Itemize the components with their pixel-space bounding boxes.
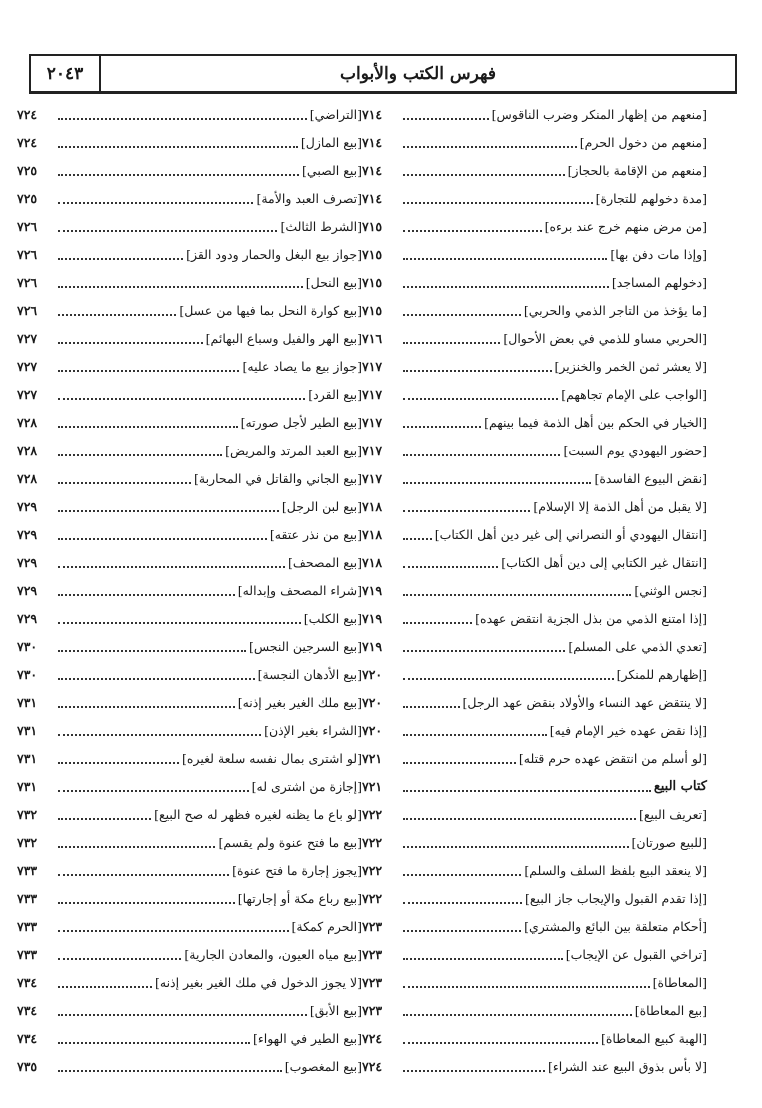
dot-leader	[58, 622, 301, 624]
index-entry	[17, 380, 362, 408]
entry-page-number: ٧٢٣	[362, 918, 383, 934]
index-entry	[17, 856, 362, 884]
entry-page-number: ٧٣٢	[17, 834, 38, 850]
index-entry	[17, 520, 362, 548]
dot-leader	[58, 510, 279, 512]
dot-leader	[403, 818, 636, 820]
index-entry	[362, 380, 707, 408]
entry-page-number: ٧١٤	[362, 190, 383, 206]
index-entry	[17, 492, 362, 520]
entry-title: [جواز بيع البغل والحمار ودود القز]	[186, 246, 362, 262]
index-entry	[17, 1024, 362, 1052]
entry-page-number: ٧٣١	[17, 750, 38, 766]
entry-page-number: ٧٢٢	[362, 806, 383, 822]
index-entry	[17, 548, 362, 576]
entry-title: [نجس الوثني]	[634, 582, 707, 598]
entry-page-number: ٧١٤	[362, 162, 383, 178]
dot-leader	[403, 1042, 598, 1044]
index-entry	[17, 996, 362, 1024]
index-entry	[362, 576, 707, 604]
entry-page-number: ٧١٤	[362, 134, 383, 150]
entry-title: [لو باع ما يظنه لغيره فظهر له صح البيع]	[154, 806, 362, 822]
index-entry	[362, 660, 707, 688]
entry-title: [الحرم كمكة]	[291, 918, 362, 934]
index-column-left	[17, 100, 362, 1080]
dot-leader	[403, 706, 460, 708]
entry-page-number: ٧١٧	[362, 358, 383, 374]
entry-title: [بيع الصبي]	[302, 162, 362, 178]
entry-page-number: ٧١٦	[362, 330, 383, 346]
dot-leader	[403, 342, 500, 344]
index-entry	[17, 604, 362, 632]
dot-leader	[403, 566, 498, 568]
entry-title: [بيع مياه العيون، والمعادن الجارية]	[184, 946, 362, 962]
dot-leader	[58, 1070, 282, 1072]
entry-page-number: ٧١٤	[362, 106, 383, 122]
dot-leader	[58, 398, 305, 400]
entry-title: [شراء المصحف وإبداله]	[237, 582, 362, 598]
index-entry	[362, 744, 707, 772]
entry-title: [يجوز إجارة ما فتح عنوة]	[232, 862, 362, 878]
dot-leader	[58, 818, 151, 820]
index-column-right	[362, 100, 707, 1080]
entry-page-number: ٧٢٢	[362, 834, 383, 850]
entry-page-number: ٧٢١	[362, 750, 383, 766]
entry-page-number: ٧٢٠	[362, 694, 383, 710]
dot-leader	[58, 790, 249, 792]
page-title: فهرس الكتب والأبواب	[340, 63, 496, 84]
entry-title: [جواز بيع ما يصاد عليه]	[242, 358, 362, 374]
dot-leader	[58, 1014, 307, 1016]
entry-page-number: ٧١٩	[362, 610, 383, 626]
dot-leader	[58, 146, 298, 148]
dot-leader	[403, 286, 609, 288]
index-entry	[362, 856, 707, 884]
entry-page-number: ٧١٨	[362, 498, 383, 514]
dot-leader	[403, 258, 607, 260]
entry-page-number: ٧١٥	[362, 218, 383, 234]
entry-page-number: ٧٢٨	[17, 414, 38, 430]
dot-leader	[403, 398, 558, 400]
index-entry	[362, 632, 707, 660]
index-entry	[362, 128, 707, 156]
entry-page-number: ٧١٥	[362, 274, 383, 290]
index-entry	[362, 1052, 707, 1080]
entry-title: [بيع المصحف]	[288, 554, 362, 570]
entry-page-number: ٧٢٧	[17, 330, 38, 346]
index-entry	[17, 184, 362, 212]
dot-leader	[58, 538, 267, 540]
entry-page-number: ٧٢٣	[362, 1002, 383, 1018]
index-entry	[17, 212, 362, 240]
entry-page-number: ٧٣٣	[17, 890, 38, 906]
index-entry	[17, 296, 362, 324]
entry-page-number: ٧٢٩	[17, 498, 38, 514]
entry-title: [تصرف العبد والأمة]	[256, 190, 362, 206]
dot-leader	[58, 258, 183, 260]
entry-title: [بيع الأدهان النجسة]	[257, 666, 362, 682]
entry-page-number: ٧٢٩	[17, 554, 38, 570]
dot-leader	[58, 370, 239, 372]
index-entry	[362, 324, 707, 352]
entry-title: [لو اشترى بمال نفسه سلعة لغيره]	[182, 750, 362, 766]
entry-title: [بيع المازل]	[300, 134, 362, 150]
index-entry	[362, 996, 707, 1024]
dot-leader	[58, 118, 307, 120]
dot-leader	[58, 230, 277, 232]
entry-title: [الخيار في الحكم بين أهل الذمة فيما بينهم]	[484, 414, 707, 430]
dot-leader	[403, 986, 650, 988]
index-entry	[17, 408, 362, 436]
entry-page-number: ٧٢٠	[362, 666, 383, 682]
entry-title: [الواجب على الإمام تجاههم]	[561, 386, 707, 402]
entry-title: [لا ينتقض عهد النساء والأولاد بنقض عهد الرجل]	[462, 694, 707, 710]
dot-leader	[58, 958, 181, 960]
dot-leader	[403, 510, 530, 512]
dot-leader	[58, 594, 235, 596]
entry-title: [منعهم من إظهار المنكر وضرب الناقوس]	[491, 106, 707, 122]
entry-title: [بيع رباع مكة أو إجارتها]	[237, 890, 362, 906]
index-entry	[17, 940, 362, 968]
index-entry	[362, 716, 707, 744]
entry-title: [لا يعشر ثمن الخمر والخنزير]	[554, 358, 707, 374]
index-entry	[362, 156, 707, 184]
index-entry	[362, 296, 707, 324]
entry-title: [تعدي الذمي على المسلم]	[568, 638, 707, 654]
index-entry	[17, 632, 362, 660]
entry-title: [بيع السرجين النجس]	[248, 638, 362, 654]
entry-page-number: ٧٢٠	[362, 722, 383, 738]
entry-title: [من مرض منهم خرج عند برءه]	[544, 218, 707, 234]
index-entry	[362, 464, 707, 492]
dot-leader	[403, 790, 651, 792]
entry-title: [بيع الهر والفيل وسباع البهائم]	[205, 330, 362, 346]
index-entry	[362, 436, 707, 464]
entry-page-number: ٧٢٧	[17, 386, 38, 402]
entry-title: [للبيع صورتان]	[631, 834, 707, 850]
entry-title: [لا بأس بذوق البيع عند الشراء]	[547, 1058, 707, 1074]
dot-leader	[403, 874, 521, 876]
dot-leader	[403, 622, 472, 624]
entry-page-number: ٧١٧	[362, 414, 383, 430]
entry-title: [لا يجوز الدخول في ملك الغير بغير إذنه]	[155, 974, 362, 990]
entry-page-number: ٧٣٤	[17, 974, 38, 990]
index-entry	[17, 912, 362, 940]
entry-title: [بيع كوارة النحل بما فيها من عسل]	[179, 302, 362, 318]
dot-leader	[58, 930, 289, 932]
entry-title: [التراضي]	[309, 106, 362, 122]
index-entry	[17, 352, 362, 380]
entry-title: [انتقال غير الكتابي إلى دين أهل الكتاب]	[501, 554, 707, 570]
dot-leader	[58, 482, 191, 484]
entry-title: [حضور اليهودي يوم السبت]	[563, 442, 707, 458]
dot-leader	[58, 986, 152, 988]
entry-page-number: ٧٢٩	[17, 582, 38, 598]
index-entry	[362, 884, 707, 912]
index-entry	[17, 436, 362, 464]
index-entry	[17, 772, 362, 800]
entry-page-number: ٧٣١	[17, 722, 38, 738]
dot-leader	[403, 762, 516, 764]
entry-page-number: ٧٣١	[17, 694, 38, 710]
dot-leader	[58, 1042, 250, 1044]
entry-title: [تعريف البيع]	[638, 806, 707, 822]
entry-title: [الحربي مساو للذمي في بعض الأحوال]	[503, 330, 707, 346]
index-entry	[17, 884, 362, 912]
index-entry	[362, 912, 707, 940]
entry-page-number: ٧٢٦	[17, 302, 38, 318]
index-entry	[17, 100, 362, 128]
index-entry	[17, 324, 362, 352]
entry-page-number: ٧٢٣	[362, 974, 383, 990]
dot-leader	[58, 454, 222, 456]
entry-title: [إجازة من اشترى له]	[251, 778, 362, 794]
index-entry	[17, 660, 362, 688]
entry-title: [وإذا مات دفن بها]	[610, 246, 707, 262]
index-entry	[17, 800, 362, 828]
entry-title: [نقض البيوع الفاسدة]	[594, 470, 707, 486]
entry-title: [منعهم من دخول الحرم]	[579, 134, 707, 150]
index-entry	[17, 968, 362, 996]
dot-leader	[403, 314, 521, 316]
entry-title: [بيع ملك الغير بغير إذنه]	[237, 694, 362, 710]
index-entry	[17, 268, 362, 296]
entry-title: [الشرط الثالث]	[280, 218, 362, 234]
dot-leader	[58, 174, 299, 176]
entry-page-number: ٧١٥	[362, 246, 383, 262]
index-entry	[362, 1024, 707, 1052]
entry-title: كتاب البيع	[653, 778, 707, 794]
index-entry	[362, 240, 707, 268]
dot-leader	[58, 426, 238, 428]
index-entry	[17, 128, 362, 156]
index-entry	[17, 240, 362, 268]
entry-title: [بيع من نذر عتقه]	[269, 526, 362, 542]
index-entry	[17, 464, 362, 492]
entry-title: [لا يقبل من أهل الذمة إلا الإسلام]	[533, 498, 707, 514]
index-entry	[362, 800, 707, 828]
dot-leader	[403, 594, 631, 596]
index-entry	[362, 352, 707, 380]
dot-leader	[403, 538, 432, 540]
index-entry	[362, 688, 707, 716]
entry-title: [بيع القرد]	[308, 386, 362, 402]
dot-leader	[58, 846, 215, 848]
entry-page-number: ٧٢٩	[17, 526, 38, 542]
index-entry	[17, 688, 362, 716]
dot-leader	[403, 174, 565, 176]
entry-title: [ما يؤخذ من التاجر الذمي والحربي]	[523, 302, 707, 318]
entry-page-number: ٧٣٤	[17, 1002, 38, 1018]
entry-page-number: ٧٣٤	[17, 1030, 38, 1046]
index-entry	[362, 520, 707, 548]
entry-title: [الهبة كبيع المعاطاة]	[600, 1030, 707, 1046]
dot-leader	[58, 706, 235, 708]
index-entry	[362, 184, 707, 212]
entry-title: [انتقال اليهودي أو النصراني إلى غير دين أهل الكتاب]	[434, 526, 707, 542]
dot-leader	[58, 286, 303, 288]
entry-title: [بيع المعاطاة]	[634, 1002, 707, 1018]
index-entry	[362, 940, 707, 968]
entry-page-number: ٧١٨	[362, 554, 383, 570]
dot-leader	[58, 874, 229, 876]
entry-page-number: ٧٢٤	[362, 1058, 383, 1074]
index-entry	[17, 156, 362, 184]
entry-page-number: ٧٣٣	[17, 946, 38, 962]
dot-leader	[403, 146, 577, 148]
entry-title: [بيع العبد المرتد والمريض]	[225, 442, 362, 458]
entry-page-number: ٧٢٣	[362, 946, 383, 962]
entry-page-number: ٧٢٢	[362, 890, 383, 906]
entry-title: [منعهم من الإقامة بالحجاز]	[567, 162, 707, 178]
entry-title: [دخولهم المساجد]	[611, 274, 707, 290]
index-entry	[17, 716, 362, 744]
entry-page-number: ٧١٧	[362, 442, 383, 458]
entry-title: [بيع الطير في الهواء]	[252, 1030, 362, 1046]
entry-title: [الشراء بغير الإذن]	[264, 722, 362, 738]
dot-leader	[403, 1070, 545, 1072]
dot-leader	[58, 678, 255, 680]
entry-page-number: ٧٢١	[362, 778, 383, 794]
entry-page-number: ٧٢٦	[17, 218, 38, 234]
index-entry	[362, 548, 707, 576]
entry-page-number: ٧٣٣	[17, 862, 38, 878]
dot-leader	[403, 678, 614, 680]
page-number: ٢٠٤٣	[31, 56, 101, 91]
entry-title: [بيع المغصوب]	[284, 1058, 362, 1074]
dot-leader	[58, 650, 246, 652]
dot-leader	[58, 566, 285, 568]
dot-leader	[403, 1014, 632, 1016]
index-entry	[17, 576, 362, 604]
entry-page-number: ٧١٩	[362, 582, 383, 598]
entry-title: [بيع الكلب]	[303, 610, 362, 626]
index-entry	[17, 1052, 362, 1080]
entry-page-number: ٧٢٨	[17, 470, 38, 486]
entry-title: [إظهارهم للمنكر]	[616, 666, 707, 682]
entry-title: [لا ينعقد البيع بلفظ السلف والسلم]	[524, 862, 707, 878]
entry-page-number: ٧٢٥	[17, 190, 38, 206]
dot-leader	[58, 902, 235, 904]
entry-page-number: ٧١٧	[362, 470, 383, 486]
entry-title: [لو أسلم من انتقض عهده حرم قتله]	[518, 750, 707, 766]
index-entry	[362, 408, 707, 436]
entry-page-number: ٧٢٢	[362, 862, 383, 878]
dot-leader	[58, 734, 261, 736]
entry-title: [المعاطاة]	[652, 974, 707, 990]
dot-leader	[403, 370, 552, 372]
dot-leader	[58, 762, 179, 764]
entry-title: [إذا تقدم القبول والإيجاب جاز البيع]	[525, 890, 707, 906]
entry-title: [مدة دخولهم للتجارة]	[595, 190, 707, 206]
entry-page-number: ٧١٨	[362, 526, 383, 542]
entry-page-number: ٧٣١	[17, 778, 38, 794]
dot-leader	[403, 930, 521, 932]
entry-page-number: ٧٢٦	[17, 246, 38, 262]
index-entry	[362, 212, 707, 240]
entry-title: [إذا نقض عهده خير الإمام فيه]	[549, 722, 707, 738]
index-entry	[17, 828, 362, 856]
entry-page-number: ٧٣٣	[17, 918, 38, 934]
page-header	[29, 54, 737, 94]
entry-page-number: ٧٣٠	[17, 666, 38, 682]
index-entry	[17, 744, 362, 772]
entry-title: [أحكام متعلقة بين البائع والمشتري]	[524, 918, 707, 934]
index-entry	[362, 492, 707, 520]
entry-page-number: ٧٣٢	[17, 806, 38, 822]
entry-page-number: ٧١٩	[362, 638, 383, 654]
entry-page-number: ٧٢٤	[362, 1030, 383, 1046]
index-entry	[362, 100, 707, 128]
index-entry	[362, 604, 707, 632]
entry-page-number: ٧٢٤	[17, 106, 38, 122]
dot-leader	[403, 118, 489, 120]
entry-title: [بيع الأبق]	[309, 1002, 362, 1018]
entry-page-number: ٧٢٤	[17, 134, 38, 150]
entry-title: [بيع الجاني والقاتل في المحاربة]	[194, 470, 362, 486]
entry-page-number: ٧٢٩	[17, 610, 38, 626]
index-entry	[362, 268, 707, 296]
entry-title: [بيع لبن الرجل]	[281, 498, 362, 514]
dot-leader	[403, 202, 593, 204]
entry-title: [بيع الطير لأجل صورته]	[240, 414, 362, 430]
entry-page-number: ٧١٥	[362, 302, 383, 318]
dot-leader	[403, 846, 629, 848]
dot-leader	[403, 454, 560, 456]
entry-title: [بيع ما فتح عنوة ولم يقسم]	[218, 834, 362, 850]
entry-page-number: ٧٢٦	[17, 274, 38, 290]
index-section-heading	[362, 772, 707, 800]
dot-leader	[403, 230, 542, 232]
entry-page-number: ٧٢٧	[17, 358, 38, 374]
dot-leader	[58, 314, 176, 316]
index-entry	[362, 828, 707, 856]
dot-leader	[403, 734, 547, 736]
entry-title: [تراخي القبول عن الإيجاب]	[565, 946, 707, 962]
dot-leader	[403, 426, 481, 428]
dot-leader	[403, 958, 563, 960]
entry-page-number: ٧١٧	[362, 386, 383, 402]
entry-page-number: ٧٣٠	[17, 638, 38, 654]
dot-leader	[58, 342, 203, 344]
entry-page-number: ٧٢٥	[17, 162, 38, 178]
index-entry	[362, 968, 707, 996]
entry-page-number: ٧٣٥	[17, 1058, 38, 1074]
entry-page-number: ٧٢٨	[17, 442, 38, 458]
dot-leader	[403, 902, 522, 904]
entry-title: [بيع النحل]	[305, 274, 362, 290]
dot-leader	[403, 482, 591, 484]
entry-title: [إذا امتنع الذمي من بذل الجزية انتقض عهده]	[475, 610, 707, 626]
dot-leader	[403, 650, 565, 652]
dot-leader	[58, 202, 253, 204]
